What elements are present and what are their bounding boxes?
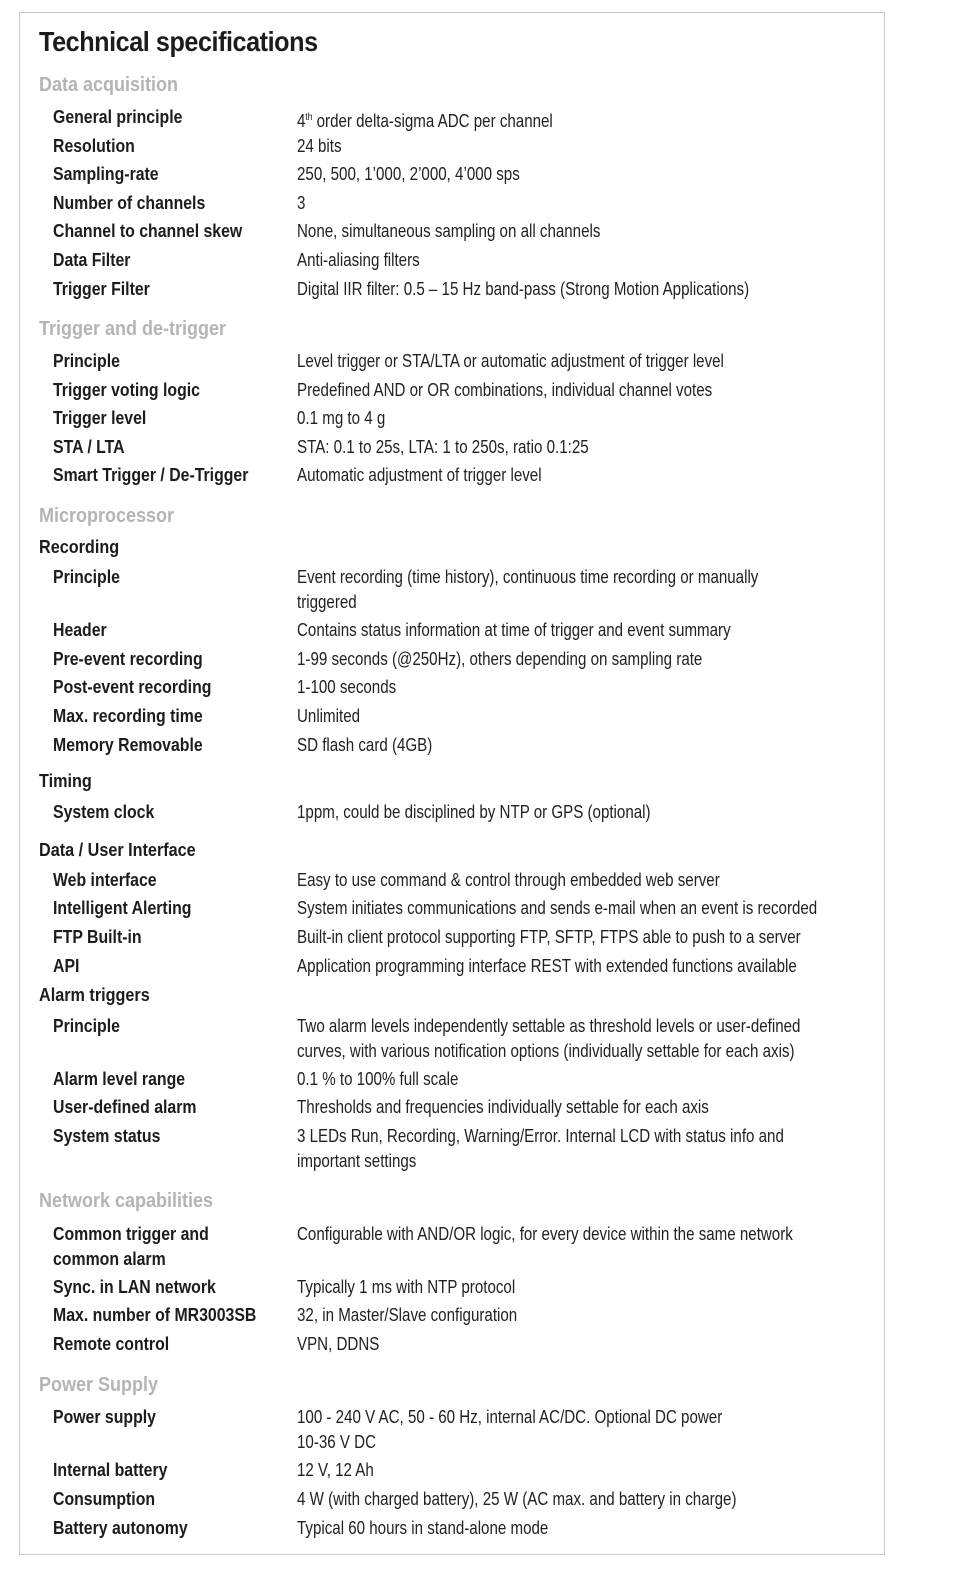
spec-value: Digital IIR filter: 0.5 – 15 Hz band-pass (Strong Motion Applications): [297, 279, 750, 299]
subheading-alarm-triggers: Alarm triggers: [39, 985, 150, 1005]
spec-value: Predefined AND or OR combinations, individual channel votes: [297, 380, 713, 400]
spec-label: Remote control: [53, 1334, 170, 1354]
spec-label: Post-event recording: [53, 677, 212, 697]
spec-value: Event recording (time history), continuous time recording or manually triggered: [297, 567, 759, 612]
section-heading-network: Network capabilities: [39, 1190, 214, 1212]
spec-value: 4 W (with charged battery), 25 W (AC max. and battery in charge): [297, 1489, 737, 1509]
spec-value: SD flash card (4GB): [297, 735, 433, 755]
spec-label: FTP Built-in: [53, 927, 142, 947]
subheading-timing: Timing: [39, 771, 92, 791]
spec-value: 24 bits: [297, 136, 342, 156]
spec-value: 1-99 seconds (@250Hz), others depending on sampling rate: [297, 649, 703, 669]
spec-value: 1ppm, could be disciplined by NTP or GPS (optional): [297, 802, 651, 822]
spec-label: Internal battery: [53, 1460, 168, 1480]
spec-label: System clock: [53, 802, 155, 822]
spec-label: General principle: [53, 107, 183, 127]
spec-value: Built-in client protocol supporting FTP, SFTP, FTPS able to push to a server: [297, 927, 801, 947]
spec-label: Common trigger and common alarm: [53, 1224, 209, 1269]
spec-value: 12 V, 12 Ah: [297, 1460, 374, 1480]
spec-label: Principle: [53, 1016, 120, 1036]
page-title: Technical specifications: [39, 26, 318, 57]
spec-label: System status: [53, 1126, 161, 1146]
section-heading-data-acquisition: Data acquisition: [39, 74, 179, 96]
section-heading-trigger: Trigger and de-trigger: [39, 318, 227, 340]
spec-value: Typically 1 ms with NTP protocol: [297, 1277, 516, 1297]
spec-label: Alarm level range: [53, 1069, 186, 1089]
spec-label: Principle: [53, 351, 120, 371]
spec-value: VPN, DDNS: [297, 1334, 380, 1354]
spec-value: Thresholds and frequencies individually settable for each axis: [297, 1097, 709, 1117]
spec-value: Unlimited: [297, 706, 361, 726]
spec-label: Pre-event recording: [53, 649, 203, 669]
spec-label: Trigger Filter: [53, 279, 150, 299]
section-heading-power: Power Supply: [39, 1374, 159, 1396]
spec-value: 0.1 % to 100% full scale: [297, 1069, 459, 1089]
spec-label: Principle: [53, 567, 120, 587]
spec-value: 250, 500, 1’000, 2’000, 4’000 sps: [297, 164, 520, 184]
spec-label: Memory Removable: [53, 735, 203, 755]
spec-label: Power supply: [53, 1407, 156, 1427]
spec-label: User-defined alarm: [53, 1097, 197, 1117]
spec-value: Two alarm levels independently settable as threshold levels or user-defined curves, with various notification options (individually settable for each axis): [297, 1016, 801, 1061]
spec-label: Trigger voting logic: [53, 380, 200, 400]
spec-value: Typical 60 hours in stand-alone mode: [297, 1518, 549, 1538]
spec-label: Header: [53, 620, 107, 640]
spec-label: Number of channels: [53, 193, 206, 213]
spec-value: Anti-aliasing filters: [297, 250, 420, 270]
spec-value: Application programming interface REST with extended functions available: [297, 956, 797, 976]
spec-label: API: [53, 956, 80, 976]
spec-label: STA / LTA: [53, 437, 125, 457]
spec-value: Configurable with AND/OR logic, for every device within the same network: [297, 1224, 793, 1244]
spec-value: Level trigger or STA/LTA or automatic adjustment of trigger level: [297, 351, 724, 371]
spec-value: 1-100 seconds: [297, 677, 397, 697]
subheading-data-user-interface: Data / User Interface: [39, 840, 196, 860]
spec-label: Resolution: [53, 136, 135, 156]
spec-value: STA: 0.1 to 25s, LTA: 1 to 250s, ratio 0.1:25: [297, 437, 589, 457]
spec-label: Trigger level: [53, 408, 147, 428]
spec-value: 32, in Master/Slave configuration: [297, 1305, 518, 1325]
spec-label: Web interface: [53, 870, 157, 890]
spec-label: Max. recording time: [53, 706, 203, 726]
spec-value: Automatic adjustment of trigger level: [297, 465, 542, 485]
spec-label: Intelligent Alerting: [53, 898, 192, 918]
spec-value: Contains status information at time of trigger and event summary: [297, 620, 731, 640]
spec-value: Easy to use command & control through embedded web server: [297, 870, 720, 890]
spec-value: 0.1 mg to 4 g: [297, 408, 386, 428]
spec-label: Data Filter: [53, 250, 131, 270]
subheading-recording: Recording: [39, 537, 120, 557]
spec-value: System initiates communications and sends e-mail when an event is recorded: [297, 898, 818, 918]
spec-value: 100 - 240 V AC, 50 - 60 Hz, internal AC/DC. Optional DC power 10-36 V DC: [297, 1407, 723, 1452]
spec-value: None, simultaneous sampling on all channels: [297, 221, 601, 241]
spec-label: Sampling-rate: [53, 164, 159, 184]
section-heading-microprocessor: Microprocessor: [39, 505, 175, 527]
spec-label: Smart Trigger / De-Trigger: [53, 465, 249, 485]
spec-label: Max. number of MR3003SB: [53, 1305, 257, 1325]
spec-label: Channel to channel skew: [53, 221, 243, 241]
spec-label: Battery autonomy: [53, 1518, 188, 1538]
spec-value: 4th order delta-sigma ADC per channel: [297, 111, 553, 131]
spec-value: 3 LEDs Run, Recording, Warning/Error. Internal LCD with status info and important settings: [297, 1126, 784, 1171]
spec-value: 3: [297, 193, 306, 213]
spec-label: Sync. in LAN network: [53, 1277, 216, 1297]
spec-label: Consumption: [53, 1489, 156, 1509]
